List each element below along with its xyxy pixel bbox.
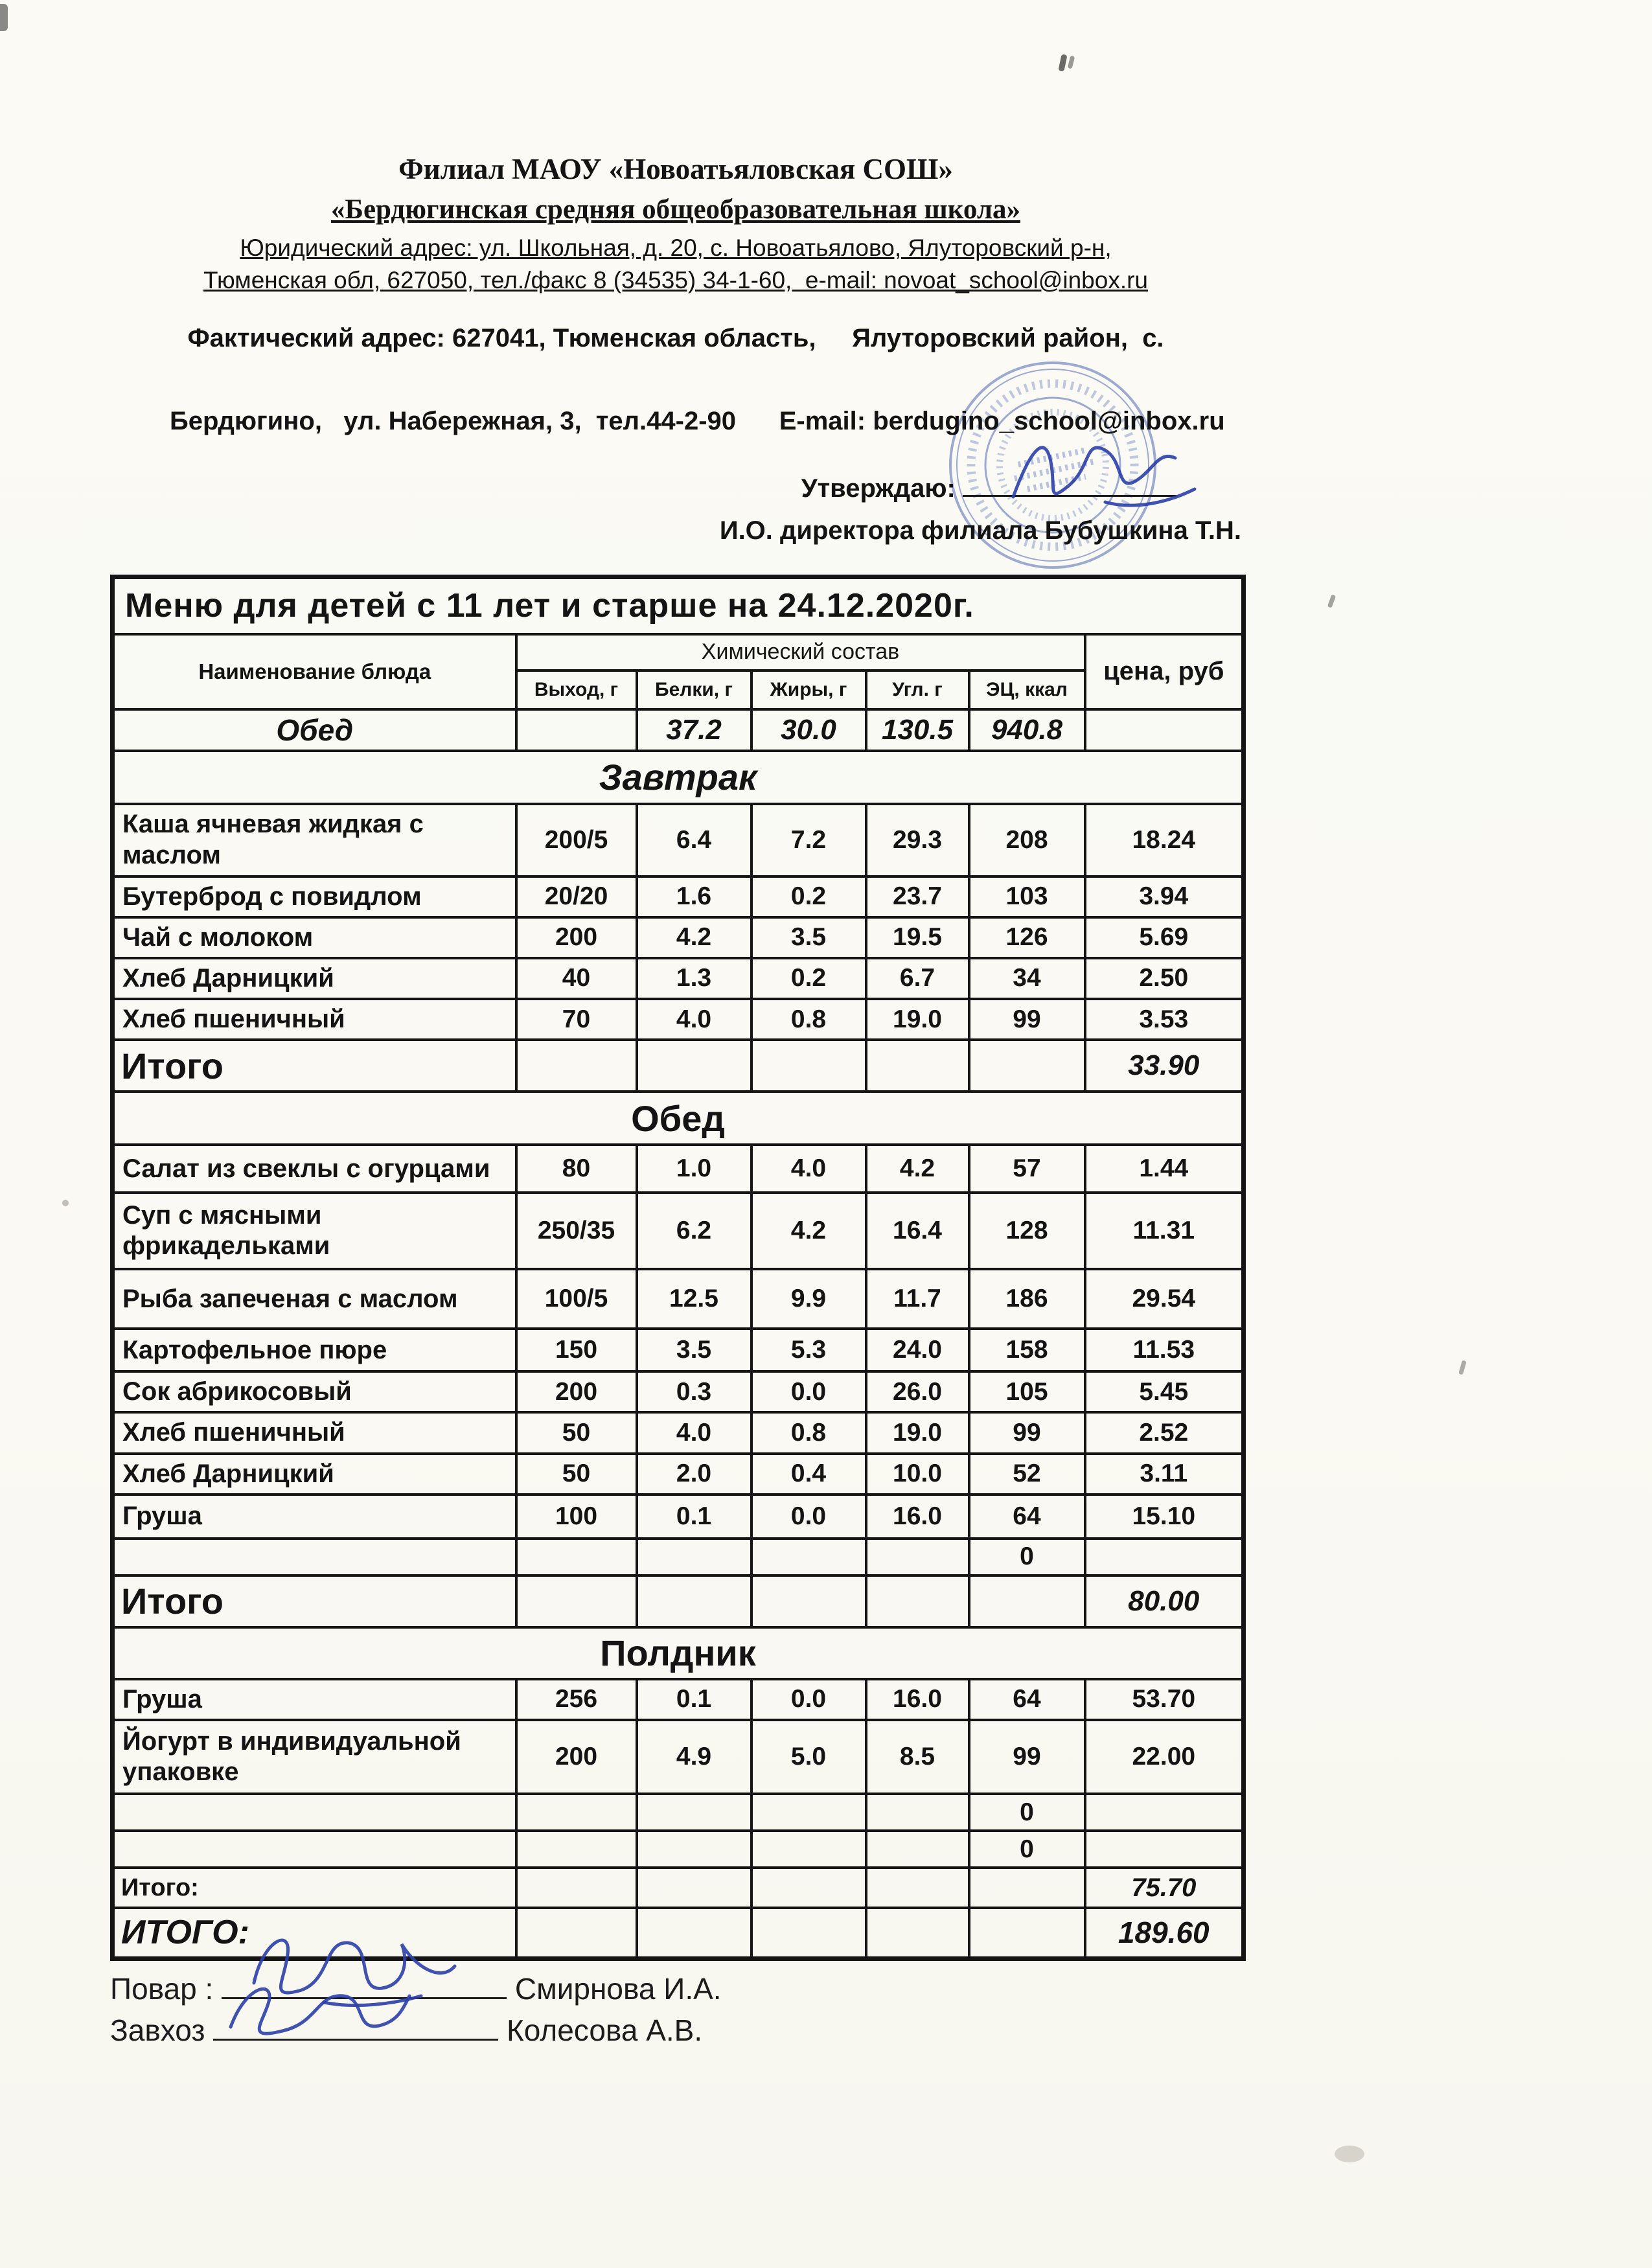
dish-out: 40 bbox=[516, 958, 637, 999]
total-row-lunch bbox=[113, 1575, 1244, 1627]
steward-label: Завхоз bbox=[110, 2013, 205, 2047]
dish-protein: 1.0 bbox=[637, 1145, 751, 1193]
empty-cell bbox=[866, 1575, 969, 1627]
dish-price: 3.94 bbox=[1085, 876, 1244, 917]
dish-out: 70 bbox=[516, 999, 637, 1040]
empty-cell bbox=[751, 1575, 866, 1627]
dish-fat: 0.2 bbox=[751, 876, 866, 917]
dish-carb bbox=[866, 1831, 969, 1868]
dish-row bbox=[113, 1371, 1244, 1412]
dish-fat: 0.4 bbox=[751, 1454, 866, 1495]
dish-carb: 26.0 bbox=[866, 1371, 969, 1412]
dish-kcal: 208 bbox=[969, 804, 1085, 876]
dish-fat bbox=[751, 1831, 866, 1868]
dish-protein: 2.0 bbox=[637, 1454, 751, 1495]
steward-signature-blank bbox=[213, 2015, 498, 2041]
dish-kcal: 105 bbox=[969, 1371, 1085, 1412]
dish-protein: 0.1 bbox=[637, 1495, 751, 1539]
dish-out bbox=[516, 1794, 637, 1831]
dish-carb: 24.0 bbox=[866, 1329, 969, 1371]
dish-out: 250/35 bbox=[516, 1193, 637, 1269]
dish-price: 11.53 bbox=[1085, 1329, 1244, 1371]
dish-kcal: 0 bbox=[969, 1794, 1085, 1831]
dish-carb: 8.5 bbox=[866, 1720, 969, 1794]
dish-price: 2.50 bbox=[1085, 958, 1244, 999]
dish-carb: 16.4 bbox=[866, 1193, 969, 1269]
dish-carb: 19.5 bbox=[866, 917, 969, 958]
dish-out: 50 bbox=[516, 1412, 637, 1453]
dish-name: Каша ячневая жидкая с маслом bbox=[113, 804, 516, 876]
dish-fat: 5.0 bbox=[751, 1720, 866, 1794]
dish-carb: 6.7 bbox=[866, 958, 969, 999]
dish-out: 256 bbox=[516, 1679, 637, 1720]
dish-name: Хлеб Дарницкий bbox=[113, 958, 516, 999]
dish-kcal: 0 bbox=[969, 1539, 1085, 1575]
dish-protein: 4.0 bbox=[637, 999, 751, 1040]
org-title-line1: Филиал МАОУ «Новоатьяловская СОШ» bbox=[398, 153, 953, 185]
dish-fat: 4.0 bbox=[751, 1145, 866, 1193]
empty-cell bbox=[969, 1868, 1085, 1908]
dish-protein bbox=[637, 1831, 751, 1868]
dish-protein: 0.3 bbox=[637, 1371, 751, 1412]
col-header-name: Наименование блюда bbox=[113, 634, 516, 709]
dish-kcal: 103 bbox=[969, 876, 1085, 917]
section-title-snack: Полдник bbox=[113, 1627, 1244, 1679]
day-summary-protein: 37.2 bbox=[637, 709, 751, 751]
scan-artifact bbox=[1327, 594, 1336, 608]
empty-cell bbox=[866, 1908, 969, 1958]
dish-row bbox=[113, 1679, 1244, 1720]
dish-out: 150 bbox=[516, 1329, 637, 1371]
legal-address-line2: Тюменская обл, 627050, тел./факс 8 (34535) 34-1-60, e-mail: novoat_school@inbox.ru bbox=[203, 267, 1148, 293]
dish-protein bbox=[637, 1539, 751, 1575]
col-header-price: цена, руб bbox=[1085, 634, 1244, 709]
dish-protein: 0.1 bbox=[637, 1679, 751, 1720]
empty-cell bbox=[516, 1040, 637, 1092]
day-summary-fat: 30.0 bbox=[751, 709, 866, 751]
dish-fat: 5.3 bbox=[751, 1329, 866, 1371]
dish-fat bbox=[751, 1794, 866, 1831]
dish-name: Хлеб пшеничный bbox=[113, 1412, 516, 1453]
dish-name bbox=[113, 1539, 516, 1575]
empty-cell bbox=[637, 1868, 751, 1908]
section-row-lunch bbox=[113, 1092, 1244, 1145]
dish-price: 5.69 bbox=[1085, 917, 1244, 958]
dish-protein: 4.9 bbox=[637, 1720, 751, 1794]
dish-name: Суп с мясными фрикадельками bbox=[113, 1193, 516, 1269]
empty-cell bbox=[751, 1908, 866, 1958]
dish-carb: 19.0 bbox=[866, 1412, 969, 1453]
empty-cell bbox=[969, 1575, 1085, 1627]
dish-fat: 0.8 bbox=[751, 1412, 866, 1453]
dish-kcal: 52 bbox=[969, 1454, 1085, 1495]
day-summary-row bbox=[113, 709, 1244, 751]
total-price: 80.00 bbox=[1085, 1575, 1244, 1627]
dish-carb: 23.7 bbox=[866, 876, 969, 917]
dish-row bbox=[113, 1720, 1244, 1794]
day-summary-name: Обед bbox=[113, 709, 516, 751]
dish-out bbox=[516, 1539, 637, 1575]
dish-out: 200 bbox=[516, 917, 637, 958]
dish-protein: 6.2 bbox=[637, 1193, 751, 1269]
dish-carb: 16.0 bbox=[866, 1679, 969, 1720]
scan-artifact bbox=[1335, 2146, 1364, 2162]
dish-name: Рыба запеченая с маслом bbox=[113, 1269, 516, 1329]
dish-row bbox=[113, 917, 1244, 958]
approve-label: Утверждаю: bbox=[801, 474, 956, 503]
grand-total-row bbox=[113, 1908, 1244, 1958]
dish-kcal: 34 bbox=[969, 958, 1085, 999]
steward-line bbox=[110, 2013, 1241, 2048]
menu-title: Меню для детей с 11 лет и старше на 24.12.2020г. bbox=[113, 577, 1244, 634]
dish-kcal: 128 bbox=[969, 1193, 1085, 1269]
dish-fat: 0.0 bbox=[751, 1679, 866, 1720]
dish-row bbox=[113, 1269, 1244, 1329]
dish-name: Бутерброд с повидлом bbox=[113, 876, 516, 917]
dish-kcal: 126 bbox=[969, 917, 1085, 958]
section-row-breakfast bbox=[113, 751, 1244, 804]
dish-carb: 4.2 bbox=[866, 1145, 969, 1193]
dish-fat: 0.8 bbox=[751, 999, 866, 1040]
dish-row bbox=[113, 1193, 1244, 1269]
dish-fat: 0.2 bbox=[751, 958, 866, 999]
section-row-snack bbox=[113, 1627, 1244, 1679]
col-header-fat: Жиры, г bbox=[751, 670, 866, 709]
cook-line bbox=[110, 1971, 1241, 2006]
dish-kcal: 64 bbox=[969, 1495, 1085, 1539]
empty-cell bbox=[866, 1868, 969, 1908]
actual-address-line2: Бердюгино, ул. Набережная, 3, тел.44-2-90 E-mail: berdugino_school@inbox.ru bbox=[170, 407, 1225, 435]
scan-artifact bbox=[1458, 1360, 1467, 1375]
col-header-carb: Угл. г bbox=[866, 670, 969, 709]
dish-out: 50 bbox=[516, 1454, 637, 1495]
col-header-kcal: ЭЦ, ккал bbox=[969, 670, 1085, 709]
total-price: 33.90 bbox=[1085, 1040, 1244, 1092]
section-title-lunch: Обед bbox=[113, 1092, 1244, 1145]
dish-price: 5.45 bbox=[1085, 1371, 1244, 1412]
approve-signature-blank bbox=[963, 473, 1176, 497]
dish-kcal: 0 bbox=[969, 1831, 1085, 1868]
cook-label: Повар : bbox=[110, 1971, 222, 2006]
dish-protein: 4.2 bbox=[637, 917, 751, 958]
total-label: Итого bbox=[113, 1040, 516, 1092]
dish-fat: 9.9 bbox=[751, 1269, 866, 1329]
total-label: Итого bbox=[113, 1575, 516, 1627]
dish-price: 22.00 bbox=[1085, 1720, 1244, 1794]
dish-out: 20/20 bbox=[516, 876, 637, 917]
dish-row bbox=[113, 1539, 1244, 1575]
dish-protein: 1.3 bbox=[637, 958, 751, 999]
empty-cell bbox=[516, 1908, 637, 1958]
empty-cell bbox=[751, 1868, 866, 1908]
empty-cell bbox=[637, 1575, 751, 1627]
dish-row bbox=[113, 1412, 1244, 1453]
dish-price bbox=[1085, 1539, 1244, 1575]
dish-fat: 7.2 bbox=[751, 804, 866, 876]
dish-price: 11.31 bbox=[1085, 1193, 1244, 1269]
dish-out: 200/5 bbox=[516, 804, 637, 876]
empty-cell bbox=[751, 1040, 866, 1092]
dish-out bbox=[516, 1831, 637, 1868]
dish-fat: 0.0 bbox=[751, 1371, 866, 1412]
scan-artifact bbox=[62, 1200, 69, 1206]
dish-carb: 29.3 bbox=[866, 804, 969, 876]
day-summary-carb: 130.5 bbox=[866, 709, 969, 751]
dish-name: Йогурт в индивидуальной упаковке bbox=[113, 1720, 516, 1794]
document-content bbox=[110, 0, 1241, 2048]
dish-out: 80 bbox=[516, 1145, 637, 1193]
dish-protein bbox=[637, 1794, 751, 1831]
dish-price: 3.11 bbox=[1085, 1454, 1244, 1495]
dish-kcal: 99 bbox=[969, 1720, 1085, 1794]
dish-name: Чай с молоком bbox=[113, 917, 516, 958]
scan-artifact bbox=[0, 4, 8, 31]
dish-fat: 3.5 bbox=[751, 917, 866, 958]
dish-row bbox=[113, 804, 1244, 876]
col-header-protein: Белки, г bbox=[637, 670, 751, 709]
menu-table bbox=[110, 575, 1246, 1961]
empty-cell bbox=[969, 1908, 1085, 1958]
org-title-line2: «Бердюгинская средняя общеобразовательная школа» bbox=[331, 194, 1020, 225]
actual-address-line1: Фактический адрес: 627041, Тюменская область, Ялуторовский район, с. bbox=[187, 324, 1164, 352]
dish-row bbox=[113, 1495, 1244, 1539]
empty-cell bbox=[516, 1575, 637, 1627]
dish-name: Картофельное пюре bbox=[113, 1329, 516, 1371]
total-label: Итого: bbox=[113, 1868, 516, 1908]
dish-name: Салат из свеклы с огурцами bbox=[113, 1145, 516, 1193]
dish-carb: 16.0 bbox=[866, 1495, 969, 1539]
day-summary-kcal: 940.8 bbox=[969, 709, 1085, 751]
dish-price: 3.53 bbox=[1085, 999, 1244, 1040]
dish-fat: 0.0 bbox=[751, 1495, 866, 1539]
total-price: 75.70 bbox=[1085, 1868, 1244, 1908]
dish-protein: 6.4 bbox=[637, 804, 751, 876]
empty-cell bbox=[866, 1040, 969, 1092]
dish-fat: 4.2 bbox=[751, 1193, 866, 1269]
total-row-snack bbox=[113, 1868, 1244, 1908]
actual-address bbox=[110, 317, 1241, 442]
dish-name: Хлеб пшеничный bbox=[113, 999, 516, 1040]
dish-protein: 3.5 bbox=[637, 1329, 751, 1371]
dish-price: 18.24 bbox=[1085, 804, 1244, 876]
steward-name: Колесова А.В. bbox=[507, 2013, 703, 2047]
col-header-chemical: Химический состав bbox=[516, 634, 1085, 670]
dish-row bbox=[113, 1794, 1244, 1831]
dish-carb bbox=[866, 1539, 969, 1575]
dish-kcal: 99 bbox=[969, 999, 1085, 1040]
dish-out: 200 bbox=[516, 1371, 637, 1412]
dish-price: 1.44 bbox=[1085, 1145, 1244, 1193]
dish-name bbox=[113, 1794, 516, 1831]
dish-price: 53.70 bbox=[1085, 1679, 1244, 1720]
empty-cell bbox=[516, 709, 637, 751]
dish-fat bbox=[751, 1539, 866, 1575]
dish-name: Груша bbox=[113, 1679, 516, 1720]
dish-name: Хлеб Дарницкий bbox=[113, 1454, 516, 1495]
dish-carb bbox=[866, 1794, 969, 1831]
dish-protein: 1.6 bbox=[637, 876, 751, 917]
dish-kcal: 64 bbox=[969, 1679, 1085, 1720]
dish-name: Сок абрикосовый bbox=[113, 1371, 516, 1412]
dish-price: 2.52 bbox=[1085, 1412, 1244, 1453]
dish-name bbox=[113, 1831, 516, 1868]
dish-kcal: 158 bbox=[969, 1329, 1085, 1371]
col-header-out: Выход, г bbox=[516, 670, 637, 709]
approve-row bbox=[110, 473, 1241, 503]
dish-row bbox=[113, 958, 1244, 999]
dish-out: 100 bbox=[516, 1495, 637, 1539]
dish-carb: 10.0 bbox=[866, 1454, 969, 1495]
dish-carb: 11.7 bbox=[866, 1269, 969, 1329]
cook-signature-blank bbox=[222, 1974, 507, 1999]
section-title-breakfast: Завтрак bbox=[113, 751, 1244, 804]
dish-protein: 12.5 bbox=[637, 1269, 751, 1329]
dish-row bbox=[113, 1329, 1244, 1371]
empty-cell bbox=[516, 1868, 637, 1908]
dish-kcal: 57 bbox=[969, 1145, 1085, 1193]
dish-row bbox=[113, 1831, 1244, 1868]
dish-name: Груша bbox=[113, 1495, 516, 1539]
document-footer bbox=[110, 1971, 1241, 2048]
dish-price: 29.54 bbox=[1085, 1269, 1244, 1329]
dish-out: 200 bbox=[516, 1720, 637, 1794]
dish-kcal: 99 bbox=[969, 1412, 1085, 1453]
dish-row bbox=[113, 1454, 1244, 1495]
dish-row bbox=[113, 876, 1244, 917]
total-row-breakfast bbox=[113, 1040, 1244, 1092]
dish-price bbox=[1085, 1794, 1244, 1831]
dish-protein: 4.0 bbox=[637, 1412, 751, 1453]
empty-cell bbox=[1085, 709, 1244, 751]
dish-out: 100/5 bbox=[516, 1269, 637, 1329]
dish-carb: 19.0 bbox=[866, 999, 969, 1040]
empty-cell bbox=[637, 1908, 751, 1958]
legal-address-line1: Юридический адрес: ул. Школьная, д. 20, с. Новоатьялово, Ялуторовский р-н, bbox=[240, 235, 1112, 261]
grand-total-price: 189.60 bbox=[1085, 1908, 1244, 1958]
cook-name: Смирнова И.А. bbox=[514, 1971, 722, 2006]
dish-row bbox=[113, 1145, 1244, 1193]
empty-cell bbox=[969, 1040, 1085, 1092]
dish-price: 15.10 bbox=[1085, 1495, 1244, 1539]
empty-cell bbox=[637, 1040, 751, 1092]
dish-row bbox=[113, 999, 1244, 1040]
dish-price bbox=[1085, 1831, 1244, 1868]
grand-total-label: ИТОГО: bbox=[113, 1908, 516, 1958]
approver-name: И.О. директора филиала Бубушкина Т.Н. bbox=[719, 516, 1241, 545]
dish-kcal: 186 bbox=[969, 1269, 1085, 1329]
